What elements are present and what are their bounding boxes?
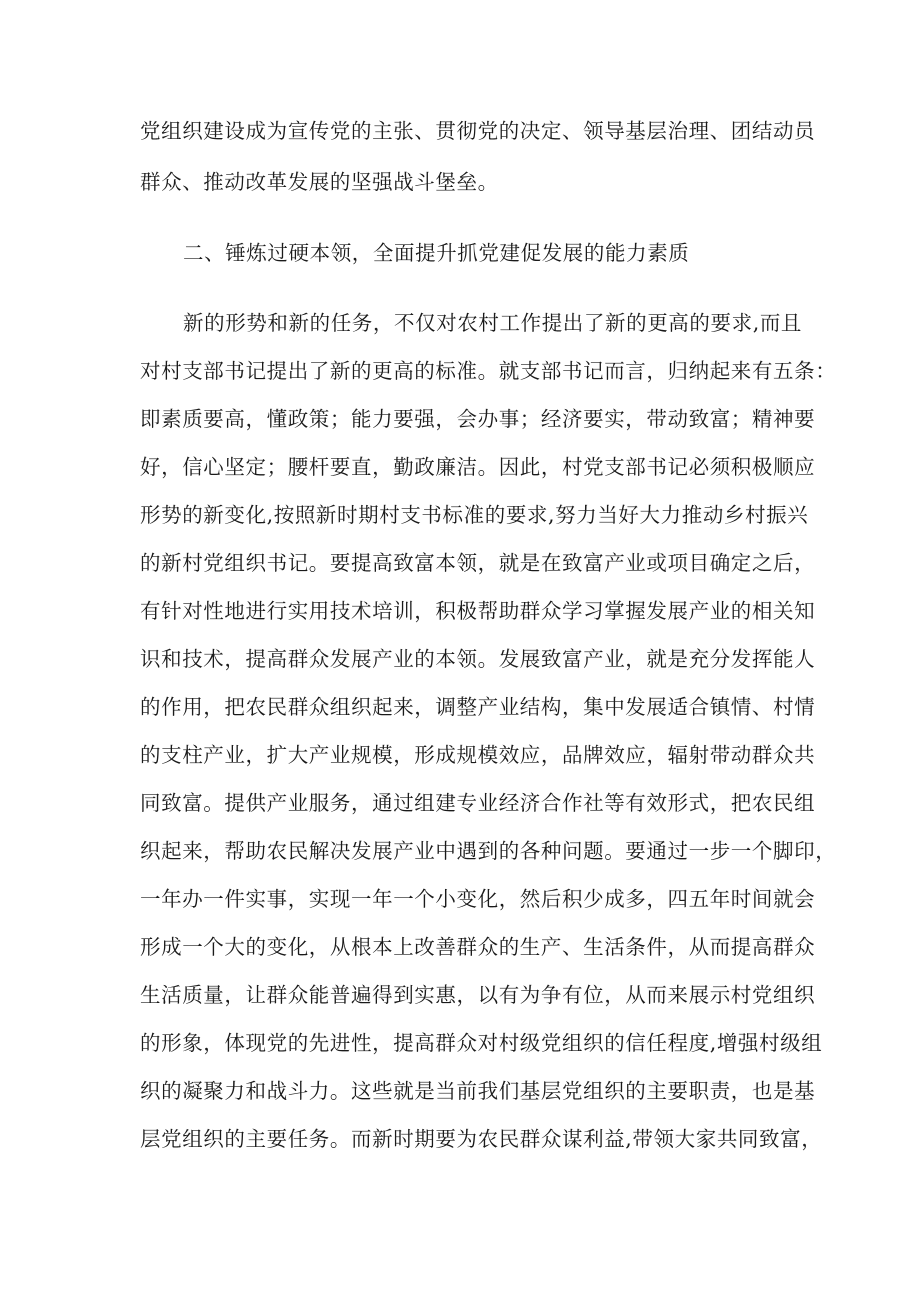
section-heading: 二、锤炼过硬本领，全面提升抓党建促发展的能力素质 (183, 241, 690, 265)
paragraph-line: 党组织建设成为宣传党的主张、贯彻党的决定、领导基层治理、团结动员 (140, 119, 816, 143)
paragraph-line: 的作用，把农民群众组织起来，调整产业结构，集中发展适合镇情、村情 (140, 695, 816, 719)
paragraph-line: 的支柱产业，扩大产业规模，形成规模效应，品牌效应，辐射带动群众共 (140, 743, 816, 767)
paragraph-line: 对村支部书记提出了新的更高的标准。就支部书记而言，归纳起来有五条： (140, 359, 837, 383)
paragraph-line: 一年办一件实事，实现一年一个小变化，然后积少成多，四五年时间就会 (140, 887, 816, 911)
paragraph-line: 形成一个大的变化，从根本上改善群众的生产、生活条件，从而提高群众 (140, 935, 816, 959)
paragraph-line: 的形象，体现党的先进性，提高群众对村级党组织的信任程度,增强村级组 (140, 1031, 823, 1055)
paragraph-line: 群众、推动改革发展的坚强战斗堡垒。 (140, 170, 499, 194)
paragraph-line: 的新村党组织书记。要提高致富本领，就是在致富产业或项目确定之后， (140, 551, 816, 575)
paragraph-line: 织起来，帮助农民解决发展产业中遇到的各种问题。要通过一步一个脚印， (140, 839, 837, 863)
paragraph-line: 好，信心坚定；腰杆要直，勤政廉洁。因此，村党支部书记必须积极顺应 (140, 455, 816, 479)
paragraph-line: 生活质量，让群众能普遍得到实惠，以有为争有位，从而来展示村党组织 (140, 983, 816, 1007)
paragraph-line: 层党组织的主要任务。而新时期要为农民群众谋利益,带领大家共同致富， (140, 1127, 823, 1151)
paragraph-line: 形势的新变化,按照新时期村支书标准的要求,努力当好大力推动乡村振兴 (140, 503, 809, 527)
paragraph-line: 新的形势和新的任务，不仅对农村工作提出了新的更高的要求,而且 (183, 311, 803, 335)
paragraph-line: 织的凝聚力和战斗力。这些就是当前我们基层党组织的主要职责，也是基 (140, 1079, 816, 1103)
paragraph-line: 即素质要高，懂政策；能力要强，会办事；经济要实，带动致富；精神要 (140, 407, 816, 431)
paragraph-line: 同致富。提供产业服务，通过组建专业经济合作社等有效形式，把农民组 (140, 791, 816, 815)
paragraph-line: 有针对性地进行实用技术培训，积极帮助群众学习掌握发展产业的相关知 (140, 599, 816, 623)
paragraph-line: 识和技术，提高群众发展产业的本领。发展致富产业，就是充分发挥能人 (140, 647, 816, 671)
